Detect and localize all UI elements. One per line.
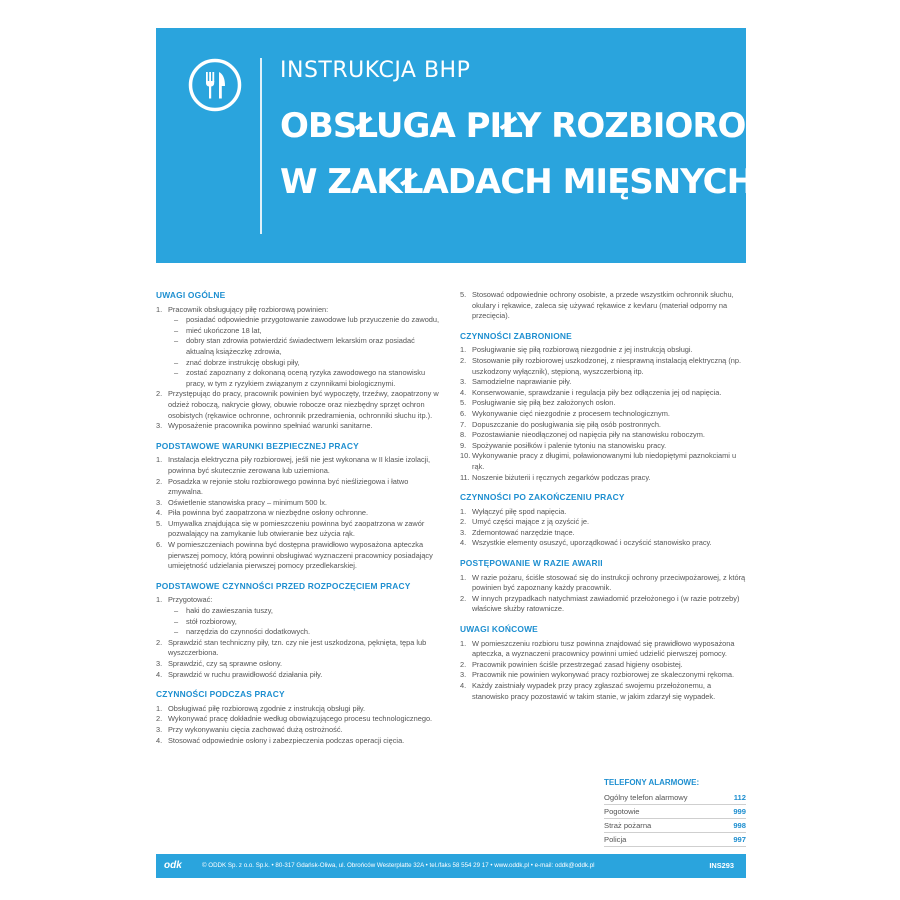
- list-item: 3. Pracownik nie powinien wykonywać pracy rozbiorowej ze skaleczonymi rękoma.: [460, 670, 735, 680]
- sub-item: – mieć ukończone 18 lat,: [168, 326, 444, 337]
- phone-row: [604, 833, 746, 847]
- phone-label: Straż pożarna: [604, 821, 652, 830]
- list-item: 8. Pozostawianie nieodłączonej od napięcia piły na stanowisku roboczym.: [460, 430, 705, 440]
- footer-bar: [156, 854, 746, 878]
- list-item: 1. Pracownik obsługujący piłę rozbiorową powinien: – posiadać odpowiednie przygotowanie zawodowe lub przyuczenie do zawodu, – mieć ukończone 18 lat, – dobry stan zdrowia potwierdzić świadectwem lekarskim oraz posiadać aktualną książeczkę zdrowia, – znać dobrze instrukcję obsługi piły, – zostać zapoznany z dokonaną oceną ryzyka zawodowego na stanowisku pracy, w tym z ryzykiem związanym z czynnikami biologicznymi.: [156, 305, 444, 390]
- document-code: INS293: [709, 861, 734, 870]
- list-item: 5. Posługiwanie się piłą bez założonych osłon.: [460, 398, 616, 408]
- header-banner: [156, 28, 816, 263]
- title-line-1: OBSŁUGA PIŁY ROZBIOROWEJ: [280, 106, 816, 146]
- list-item: 4. Piła powinna być zaopatrzona w niezbędne osłony ochronne.: [156, 508, 369, 518]
- left-column: [156, 290, 444, 755]
- phone-row: [604, 805, 746, 819]
- list-item: 1. Instalacja elektryczna piły rozbiorowej, jeśli nie jest wykonana w II klasie izolacji, powinna być skutecznie zerowana lub uziemiona.: [156, 455, 431, 475]
- section-title: UWAGI KOŃCOWE: [460, 624, 538, 635]
- list-item: 9. Spożywanie posiłków i palenie tytoniu na stanowisku pracy.: [460, 440, 667, 450]
- list-item: 1. Wyłączyć piłę spod napięcia.: [460, 506, 567, 516]
- list-item: 1. Obsługiwać piłę rozbiorową zgodnie z instrukcją obsługi piły.: [156, 703, 366, 713]
- list-item: 3. Zdemontować narzędzie tnące.: [460, 527, 575, 537]
- list-item: 5. Stosować odpowiednie ochrony osobiste, a przede wszystkim ochronnik słuchu, okulary i rękawice, zaleca się używać rękawice z kevlaru (materiał odporny na przecięcia).: [460, 290, 734, 321]
- header-divider: [260, 58, 262, 234]
- sub-item: – dobry stan zdrowia potwierdzić świadectwem lekarskim oraz posiadać aktualną książeczkę zdrowia,: [168, 336, 444, 357]
- section-safety-conditions: [156, 441, 444, 572]
- sub-item: – posiadać odpowiednie przygotowanie zawodowe lub przyuczenie do zawodu,: [168, 315, 444, 326]
- phone-number: 997: [733, 835, 746, 844]
- section-during-work: [156, 689, 444, 746]
- list-item: 2. Stosowanie piły rozbiorowej uszkodzonej, z niesprawną instalacją elektryczną (np. uszkodzony wyłącznik), stępioną, wyszczerbioną itp.: [460, 355, 742, 376]
- list-item: 7. Dopuszczanie do posługiwania się piłą osób postronnych.: [460, 419, 661, 429]
- list-item: 4. Wszystkie elementy osuszyć, uporządkować i oczyścić stanowisko pracy.: [460, 538, 712, 548]
- section-after-work: [460, 492, 746, 549]
- publisher-contact: © ODDK Sp. z o.o. Sp.k. • 80-317 Gdańsk-Oliwa, ul. Obrońców Westerplatte 32A • tel./faks 58 554 29 17 • www.oddk.pl • e-mail: oddk@oddk.pl: [202, 862, 595, 869]
- section-general-notes: [156, 290, 444, 432]
- publisher-logo: odk: [164, 860, 182, 871]
- document-title: [280, 98, 816, 210]
- sub-item: – narzędzia do czynności dodatkowych.: [168, 627, 444, 638]
- list-item: 3. Przy wykonywaniu cięcia zachować dużą ostrożność.: [156, 724, 343, 734]
- section-title: POSTĘPOWANIE W RAZIE AWARII: [460, 558, 603, 569]
- sub-item: – haki do zawieszania tuszy,: [168, 606, 444, 617]
- list-item: 4. Każdy zaistniały wypadek przy pracy zgłaszać swojemu przełożonemu, a stanowisko pracy pozostawić w takim stanie, w jakim zdarzył się wypadek.: [460, 681, 716, 701]
- phone-row: [604, 791, 746, 805]
- section-title: CZYNNOŚCI PO ZAKOŃCZENIU PRACY: [460, 492, 625, 503]
- list-item: 6. Wykonywanie cięć niezgodnie z procesem technologicznym.: [460, 408, 670, 418]
- list-item: 2. Wykonywać pracę dokładnie według obowiązującego procesu technologicznego.: [156, 714, 433, 724]
- list-item: 3. Oświetlenie stanowiska pracy – minimum 500 lx.: [156, 497, 327, 507]
- phone-label: Pogotowie: [604, 807, 640, 816]
- list-item: 2. W innych przypadkach natychmiast zawiadomić przełożonego i (w razie potrzeby) właściwe służby ratownicze.: [460, 593, 740, 614]
- list-item: 3. Samodzielne naprawianie piły.: [460, 377, 572, 387]
- emergency-phones: [604, 778, 746, 847]
- phone-number: 999: [733, 807, 746, 816]
- list-item: 1. W razie pożaru, ściśle stosować się do instrukcji ochrony przeciwpożarowej, z którą powinien być zapoznany każdy pracownik.: [460, 572, 746, 593]
- list-item: 4. Stosować odpowiednie osłony i zabezpieczenia podczas operacji cięcia.: [156, 735, 405, 745]
- title-line-2: W ZAKŁADACH MIĘSNYCH: [280, 162, 755, 202]
- list-item: 5. Umywalka znajdująca się w pomieszczeniu powinna być zaopatrzona w zawór pozwalający na zamykanie lub otwieranie bez użycia rąk.: [156, 518, 425, 539]
- list-item: 2. Posadzka w rejonie stołu rozbiorowego powinna być nieśliziegowa i łatwo zmywalna.: [156, 476, 409, 497]
- phone-number: 998: [733, 821, 746, 830]
- list-item: 1. Posługiwanie się piłą rozbiorową niezgodnie z jej instrukcją obsługi.: [460, 345, 693, 355]
- phone-label: Policja: [604, 835, 627, 844]
- phone-number: 112: [733, 793, 746, 802]
- list-item: 3. Wyposażenie pracownika powinno spełniać warunki sanitarne.: [156, 421, 373, 431]
- list-item: 10. Wykonywanie pracy z długimi, poławionowanymi lub niedopiętymi paznokciami u rąk.: [460, 451, 737, 471]
- document-kicker: INSTRUKCJA BHP: [280, 58, 471, 83]
- list-item: 11. Noszenie biżuterii i ręcznych zegarków podczas pracy.: [460, 472, 651, 482]
- list-item: 1. Przygotować: – haki do zawieszania tuszy, – stół rozbiorowy, – narzędzia do czynności dodatkowych.: [156, 595, 444, 637]
- list-item: 4. Konserwowanie, sprawdzanie i regulacja piły bez odłączenia jej od napięcia.: [460, 387, 722, 397]
- list-item: 6. W pomieszczeniach powinna być dostępna prawidłowo wyposażona apteczka pierwszej pomocy, którą powinni obsługiwać wyznaczeni pracownicy posiadający umiejętność udzielania pierwszej pomocy przedlekarskiej.: [156, 540, 433, 571]
- section-during-work-continued: [460, 290, 746, 322]
- list-item: 2. Sprawdzić stan techniczny piły, tzn. czy nie jest uszkodzona, pęknięta, tępa lub wyszczerbiona.: [156, 637, 427, 658]
- phone-label: Ogólny telefon alarmowy: [604, 793, 688, 802]
- list-item: 3. Sprawdzić, czy są sprawne osłony.: [156, 659, 283, 668]
- instruction-sheet: [156, 28, 816, 878]
- section-final-notes: [460, 624, 746, 702]
- section-title: CZYNNOŚCI ZABRONIONE: [460, 330, 572, 341]
- sub-item: – zostać zapoznany z dokonaną oceną ryzyka zawodowego na stanowisku pracy, w tym z ryzykiem związanym z czynnikami biologicznymi.: [168, 368, 444, 389]
- section-title: CZYNNOŚCI PODCZAS PRACY: [156, 689, 285, 700]
- section-emergency: [460, 558, 746, 615]
- section-before-work: [156, 581, 444, 680]
- list-item: 2. Przystępując do pracy, pracownik powinien być wypoczęty, trzeźwy, zaopatrzony w odzież roboczą, nakrycie głowy, obuwie robocze oraz niezbędny sprzęt ochron osobistych (rękawice ochronne, ochronnik przedramienia, ochronniki słuchu itp.).: [156, 389, 439, 420]
- sub-item: – znać dobrze instrukcję obsługi piły,: [168, 358, 444, 369]
- content-columns: [156, 290, 746, 850]
- list-item: 1. W pomieszczeniu rozbioru tusz powinna znajdować się prawidłowo wyposażona apteczka, a wyznaczeni pracownicy powinni umieć udzielić pierwszej pomocy.: [460, 638, 735, 659]
- phones-title: TELEFONY ALARMOWE:: [604, 778, 700, 787]
- fork-knife-icon: [188, 58, 242, 112]
- section-title: UWAGI OGÓLNE: [156, 290, 226, 300]
- phone-row: [604, 819, 746, 833]
- list-item: 2. Umyć części mające z ją ozyścić je.: [460, 517, 590, 527]
- section-prohibited: [460, 331, 746, 483]
- list-item: 4. Sprawdzić w ruchu prawidłowość działania piły.: [156, 669, 323, 679]
- right-column: [460, 290, 746, 711]
- section-title: PODSTAWOWE WARUNKI BEZPIECZNEJ PRACY: [156, 440, 359, 451]
- sub-item: – stół rozbiorowy,: [168, 617, 444, 628]
- section-title: PODSTAWOWE CZYNNOŚCI PRZED ROZPOCZĘCIEM PRACY: [156, 580, 411, 591]
- list-item: 2. Pracownik powinien ściśle przestrzegać zasad higieny osobistej.: [460, 659, 683, 669]
